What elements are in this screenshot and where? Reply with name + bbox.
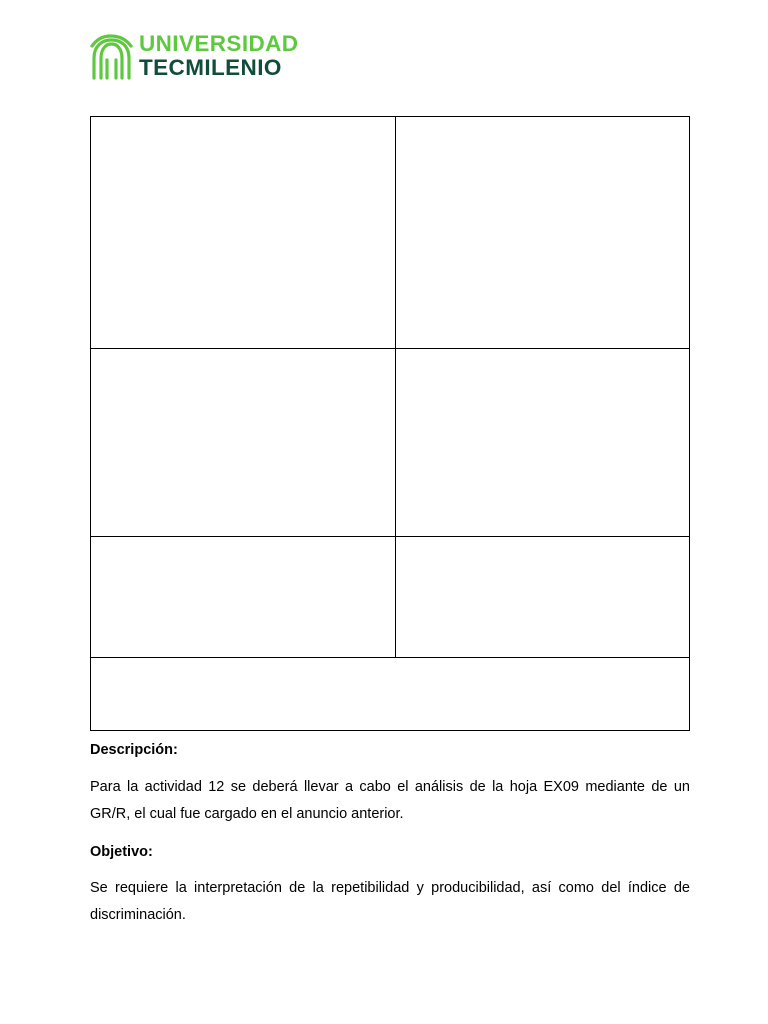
university-logo xyxy=(90,32,298,80)
table-cell-r1-c2 xyxy=(396,117,690,349)
description-text: Para la actividad 12 se deberá llevar a cabo el análisis de la hoja EX09 mediante de un GR/R, el cual fue cargado en el anuncio anterior. xyxy=(90,779,690,822)
table-cell-r3-c2 xyxy=(396,537,690,658)
table-cell-r2-c1 xyxy=(91,349,396,537)
logo-line-universidad: UNIVERSIDAD xyxy=(139,30,299,56)
tecmilenio-arch-logo-icon xyxy=(90,32,133,80)
empty-form-table xyxy=(90,116,690,731)
table-cell-r1-c1 xyxy=(91,117,396,349)
table-cell-r3-c1 xyxy=(91,537,396,658)
description-heading: Descripción: xyxy=(90,742,178,758)
objective-text: Se requiere la interpretación de la repetibilidad y producibilidad, así como del índice de discriminación. xyxy=(90,880,690,923)
table-cell-r2-c2 xyxy=(396,349,690,537)
table-cell-r4-full xyxy=(91,658,690,731)
logo-line-tecmilenio: TECMILENIO xyxy=(139,55,282,80)
objective-heading: Objetivo: xyxy=(90,844,153,860)
